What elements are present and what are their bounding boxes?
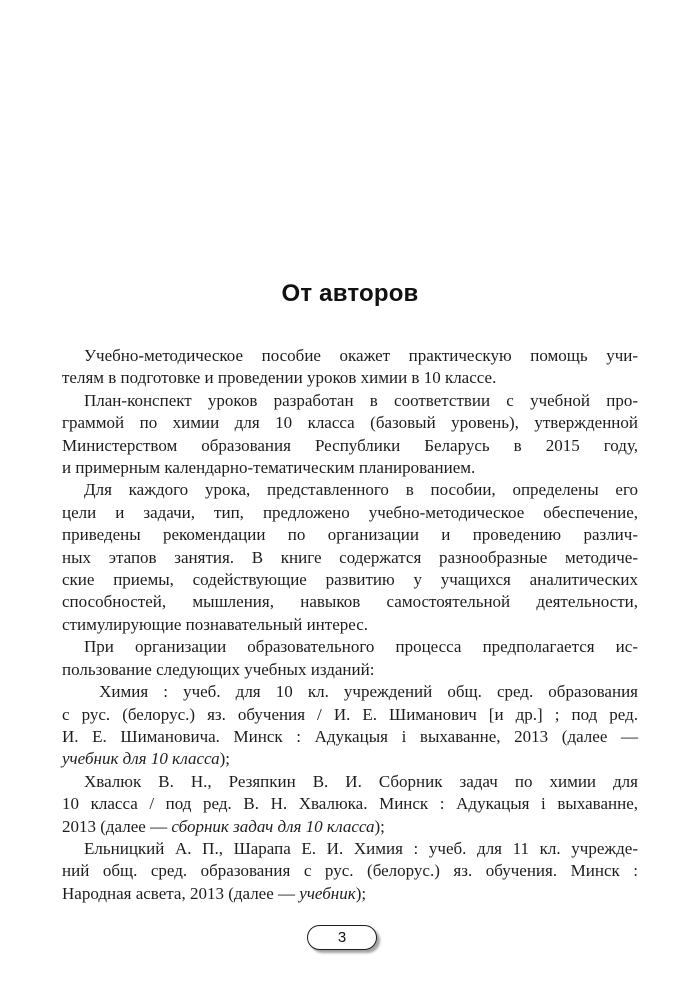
text-segment: и примерным календарно-тематическим планированием. (62, 458, 476, 478)
text-segment: И. Е. Шимановича. Минск : Адукацыя і выхаванне, 2013 (далее — (62, 726, 638, 746)
text-segment: Для каждого урока, представленного в пособии, определены его (84, 480, 638, 500)
text-line (62, 412, 638, 434)
text-line (62, 771, 638, 793)
text-segment: При организации образовательного процесса предполагается ис- (84, 637, 638, 657)
text-line (62, 435, 638, 457)
text-segment: телям в подготовке и проведении уроков химии в 10 классе. (62, 368, 497, 388)
text-line (62, 704, 638, 726)
text-line (62, 591, 638, 613)
text-segment: цели и задачи, тип, предложено учебно-методическое обеспечение, (62, 502, 638, 522)
italic-text-segment: сборник задач для 10 класса (171, 816, 375, 836)
text-line (62, 390, 638, 412)
text-line (62, 726, 638, 748)
text-segment: ных этапов занятия. В книге содержатся разнообразные методиче- (62, 547, 638, 567)
text-line (62, 367, 638, 389)
text-line (62, 860, 638, 882)
text-segment: приведены рекомендации по организации и проведению различ- (62, 525, 638, 545)
text-segment: ); (219, 749, 231, 769)
text-line (62, 345, 638, 367)
text-segment: 2013 (далее — (62, 816, 172, 836)
text-line (62, 524, 638, 546)
text-segment: ); (355, 883, 367, 903)
text-segment: Народная асвета, 2013 (далее — (62, 883, 300, 903)
paragraph (62, 479, 638, 636)
text-segment: ний общ. сред. образования с рус. (белорус.) яз. обучения. Минск : (62, 861, 638, 881)
text-line (62, 838, 638, 860)
text-segment: Химия : учеб. для 10 кл. учреждений общ. сред. образования (84, 682, 638, 702)
page-number: 3 (337, 929, 347, 946)
text-line (62, 547, 638, 569)
text-line (62, 659, 638, 681)
text-segment: 10 класса / под ред. В. Н. Хвалюка. Минск : Адукацыя і выхаванне, (62, 794, 638, 814)
text-line (62, 636, 638, 658)
paragraphs (62, 345, 638, 905)
text-segment: стимулирующие познавательный интерес. (62, 614, 368, 634)
text-segment: с рус. (белорус.) яз. обучения / И. Е. Шиманович [и др.] ; под ред. (62, 704, 638, 724)
text-segment: способностей, мышления, навыков самостоятельной деятельности, (62, 592, 638, 612)
text-line (62, 883, 638, 905)
paragraph (62, 390, 638, 480)
text-segment: Хвалюк В. Н., Резяпкин В. И. Сборник задач по химии для (84, 771, 638, 791)
text-line (62, 502, 638, 524)
text-segment: План-конспект уроков разработан в соответствии с учебной про- (84, 390, 638, 410)
text-segment: Ельницкий А. П., Шарапа Е. И. Химия : учеб. для 11 кл. учрежде- (84, 838, 638, 858)
text-segment: граммой по химии для 10 класса (базовый уровень), утвержденной (62, 413, 638, 433)
text-segment: Министерством образования Республики Беларусь в 2015 году, (62, 435, 638, 455)
paragraph (62, 636, 638, 681)
text-line (62, 681, 638, 703)
paragraph (62, 681, 638, 771)
text-segment: ); (374, 816, 385, 836)
page-title: От авторов (281, 280, 419, 307)
paragraph (62, 838, 638, 905)
text-line (62, 793, 638, 815)
paragraph (62, 771, 638, 838)
text-line (62, 457, 638, 479)
text-line (62, 748, 638, 770)
italic-text-segment: учебник для 10 класса (62, 749, 220, 769)
text-line (62, 816, 638, 838)
text-line (62, 569, 638, 591)
text-line (62, 614, 638, 636)
text-segment: ские приемы, содействующие развитию у учащихся аналитических (62, 570, 638, 590)
text-line (62, 479, 638, 501)
paragraph (62, 345, 638, 390)
text-segment: Учебно-методическое пособие окажет практическую помощь учи- (84, 346, 638, 365)
italic-text-segment: учебник (299, 883, 356, 903)
text-segment: пользование следующих учебных изданий: (62, 659, 375, 679)
text-block (62, 280, 638, 905)
page-number-badge (307, 925, 377, 950)
